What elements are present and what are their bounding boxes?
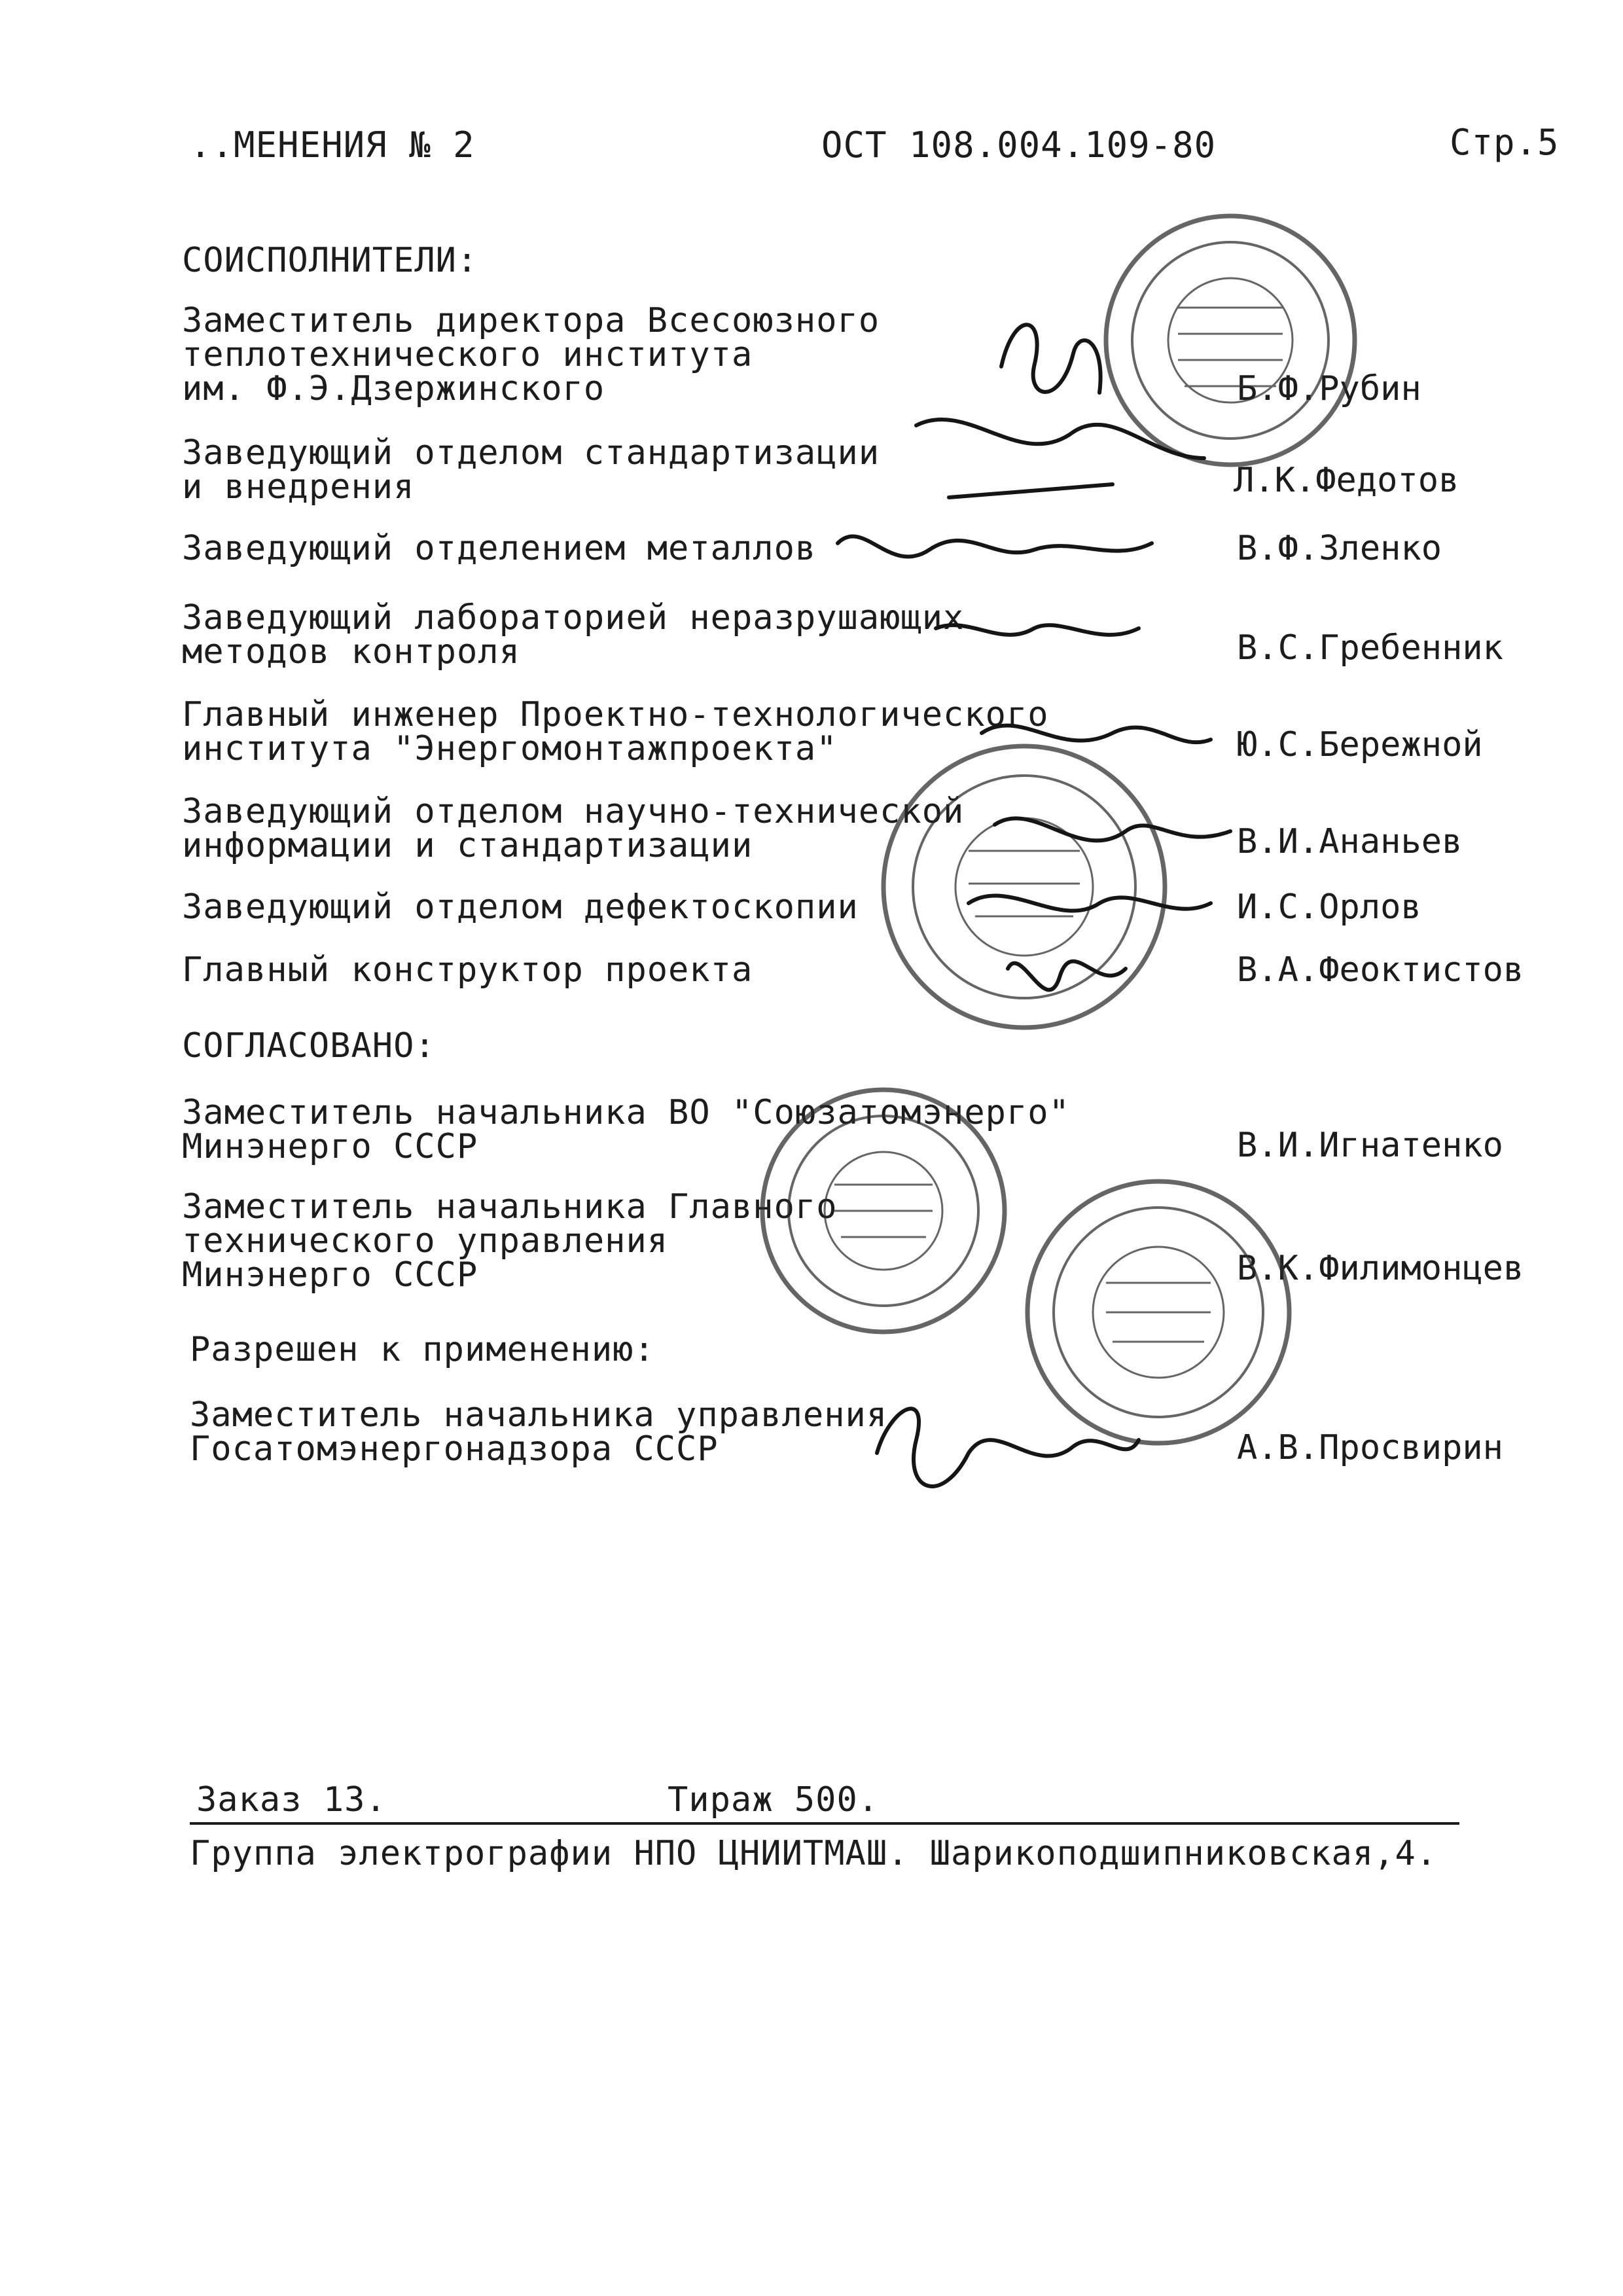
entry-name: Л.К.Федотов — [1234, 461, 1459, 500]
entry-position-line: Заместитель начальника управления — [190, 1395, 888, 1435]
section-heading-permitted: Разрешен к применению: — [190, 1330, 655, 1369]
signature-orlov — [969, 895, 1211, 910]
entry-position-line: Главный конструктор проекта — [182, 950, 753, 990]
entry-position-line: теплотехнического института — [182, 335, 753, 374]
standard-number: ОСТ 108.004.109-80 — [821, 124, 1217, 166]
round-stamp-top — [1106, 216, 1355, 465]
entry-position-line: Заведующий отделом научно-технической — [182, 792, 965, 831]
print-run: Тираж 500. — [668, 1780, 880, 1820]
entry-name: В.Ф.Зленко — [1237, 529, 1442, 568]
entry-position-line: Минэнерго СССР — [182, 1127, 478, 1166]
entry-position-line: Минэнерго СССР — [182, 1255, 478, 1295]
section-heading-agreed: СОГЛАСОВАНО: — [182, 1026, 436, 1066]
entry-name: Б.Ф.Рубин — [1237, 369, 1421, 408]
entry-position-line: им. Ф.Э.Дзержинского — [182, 369, 605, 408]
signature-zlenko — [838, 536, 1152, 556]
entry-position-line: методов контроля — [182, 632, 520, 672]
round-stamp-lower-right — [1027, 1181, 1289, 1443]
signature-berezhnoy — [982, 725, 1211, 742]
entry-name: И.С.Орлов — [1237, 888, 1421, 927]
amendment-number: ..МЕНЕНИЯ № 2 — [190, 124, 475, 166]
entry-position-line: Заведующий отделением металлов — [182, 529, 817, 568]
signature-grebennik — [936, 625, 1139, 635]
signature-feoktistov — [1008, 961, 1126, 990]
entry-name: В.С.Гребенник — [1237, 628, 1503, 668]
order-number: Заказ 13. — [196, 1780, 387, 1820]
signature-ananyev — [995, 818, 1230, 840]
signature-prosvirin — [877, 1408, 1139, 1486]
entry-position-line: и внедрения — [182, 467, 415, 507]
entry-position-line: Заведующий отделом дефектоскопии — [182, 888, 859, 927]
entry-position-line: Заместитель начальника ВО "Союзатомэнерго" — [182, 1093, 1070, 1132]
entry-name: В.И.Игнатенко — [1237, 1126, 1503, 1165]
entry-name: Ю.С.Бережной — [1237, 725, 1483, 764]
entry-name: В.А.Феоктистов — [1237, 950, 1524, 990]
entry-position-line: Госатомэнергонадзора СССР — [190, 1429, 719, 1469]
entry-position-line: информации и стандартизации — [182, 826, 753, 865]
entry-position-line: технического управления — [182, 1221, 669, 1261]
entry-name: В.К.Филимонцев — [1237, 1249, 1524, 1288]
entry-name: А.В.Просвирин — [1237, 1428, 1503, 1467]
entry-name: В.И.Ананьев — [1237, 822, 1463, 861]
entry-position-line: института "Энергомонтажпроекта" — [182, 729, 838, 768]
printer-imprint: Группа электрографии НПО ЦНИИТМАШ. Шарикоподшипниковская,4. — [190, 1834, 1438, 1873]
entry-position-line: Главный инженер Проектно-технологического — [182, 695, 1049, 734]
signature-fedotov — [916, 420, 1204, 497]
entry-position-line: Заместитель начальника Главного — [182, 1187, 838, 1227]
section-heading-coexecutors: СОИСПОЛНИТЕЛИ: — [182, 241, 478, 280]
entry-position-line: Заведующий лабораторией неразрушающих — [182, 598, 965, 637]
round-stamp-middle — [883, 746, 1165, 1028]
round-stamp-lower-left — [762, 1090, 1005, 1332]
page-number: Стр.5 — [1450, 122, 1560, 163]
entry-position-line: Заместитель директора Всесоюзного — [182, 301, 880, 340]
entry-position-line: Заведующий отделом стандартизации — [182, 433, 880, 473]
signature-rubin — [1001, 325, 1101, 393]
